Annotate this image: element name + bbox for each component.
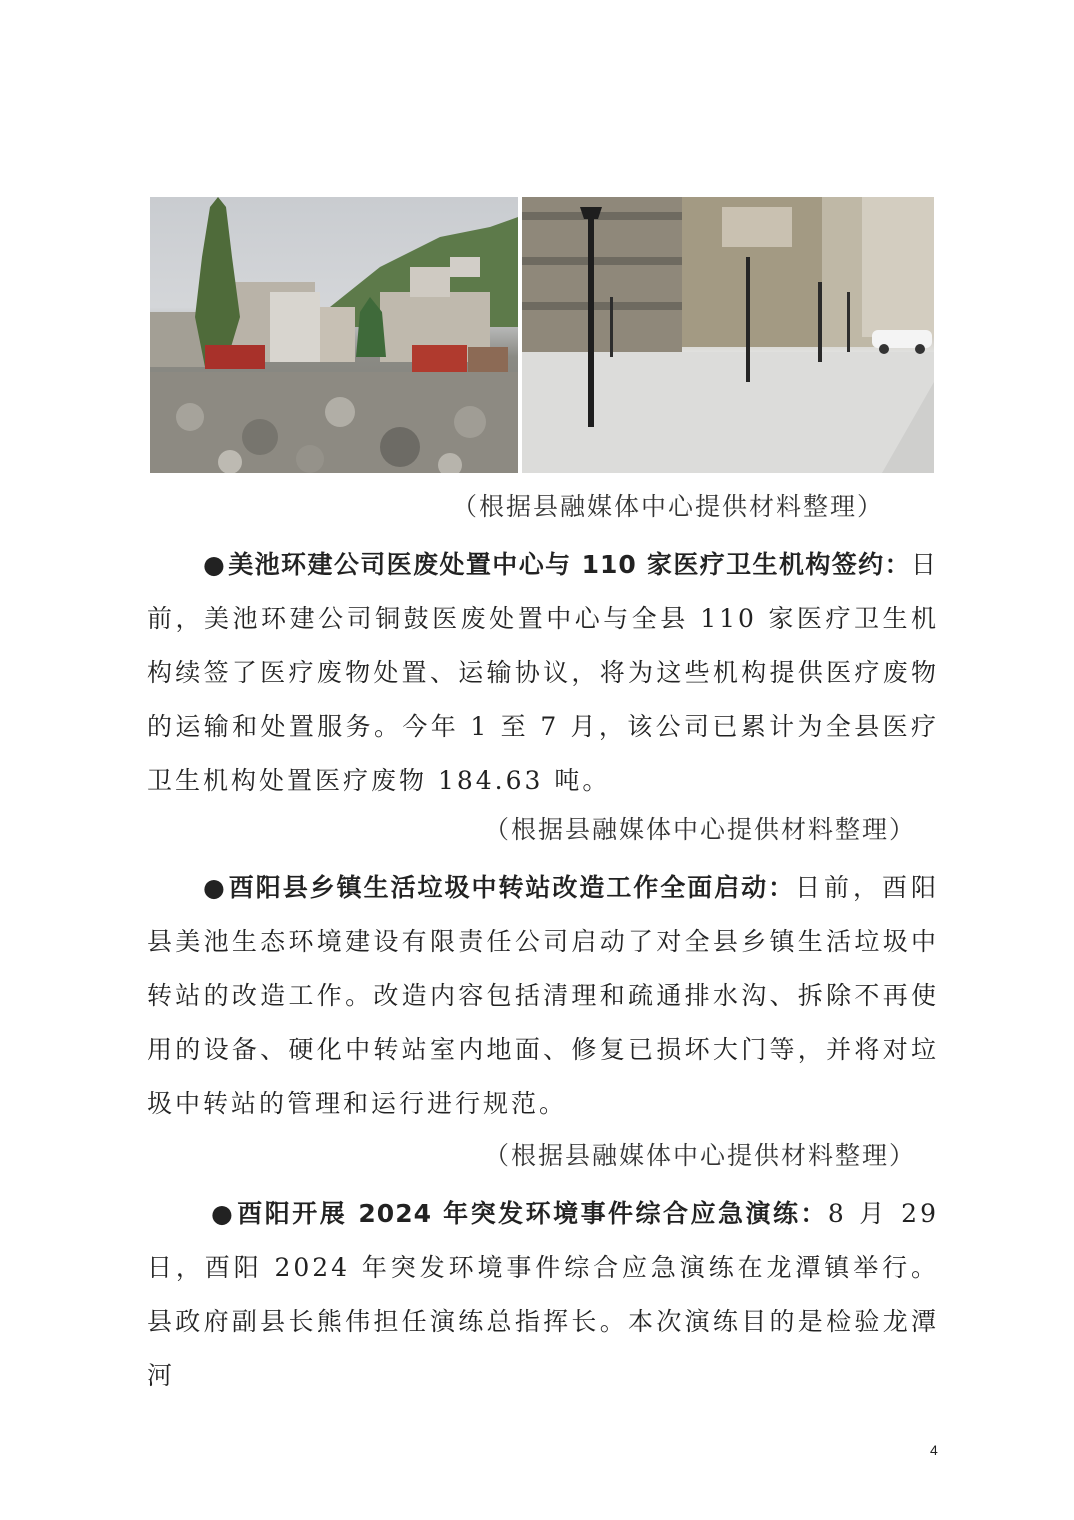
demolition-site-photo [150, 197, 518, 473]
bullet-icon: ● [203, 550, 229, 579]
news-heading: 美池环建公司医废处置中心与 110 家医疗卫生机构签约： [228, 550, 911, 579]
news-item-transfer-station [147, 861, 939, 1131]
news-item-medical-waste [147, 538, 939, 808]
source-caption: （根据县融媒体中心提供材料整理） [483, 1141, 916, 1170]
photo-pair [150, 197, 934, 473]
source-caption: （根据县融媒体中心提供材料整理） [451, 492, 884, 521]
bullet-icon: ● [211, 1199, 238, 1228]
bullet-icon: ● [203, 873, 229, 902]
news-heading: 酉阳开展 2024 年突发环境事件综合应急演练： [237, 1199, 828, 1228]
news-body: 8 月 29 日，酉阳 2024 年突发环境事件综合应急演练在龙潭镇举行。县政府副县长熊伟担任演练总指挥长。本次演练目的是检验龙潭河 [147, 1199, 939, 1390]
news-body: 日前，美池环建公司铜鼓医废处置中心与全县 110 家医疗卫生机构续签了医疗废物处置、运输协议，将为这些机构提供医疗废物的运输和处置服务。今年 1 至 7 月，该公司已累计为全县医疗卫生机构处置医疗废物 184.63 吨。 [147, 550, 939, 795]
page-number: 4 [930, 1442, 938, 1458]
news-heading: 酉阳县乡镇生活垃圾中转站改造工作全面启动： [228, 873, 796, 902]
renovated-square-photo [522, 197, 934, 473]
source-caption: （根据县融媒体中心提供材料整理） [483, 815, 916, 844]
news-body: 日前，酉阳县美池生态环境建设有限责任公司启动了对全县乡镇生活垃圾中转站的改造工作。改造内容包括清理和疏通排水沟、拆除不再使用的设备、硬化中转站室内地面、修复已损坏大门等，并将对垃圾中转站的管理和运行进行规范。 [147, 873, 939, 1118]
news-item-emergency-drill [147, 1187, 939, 1403]
